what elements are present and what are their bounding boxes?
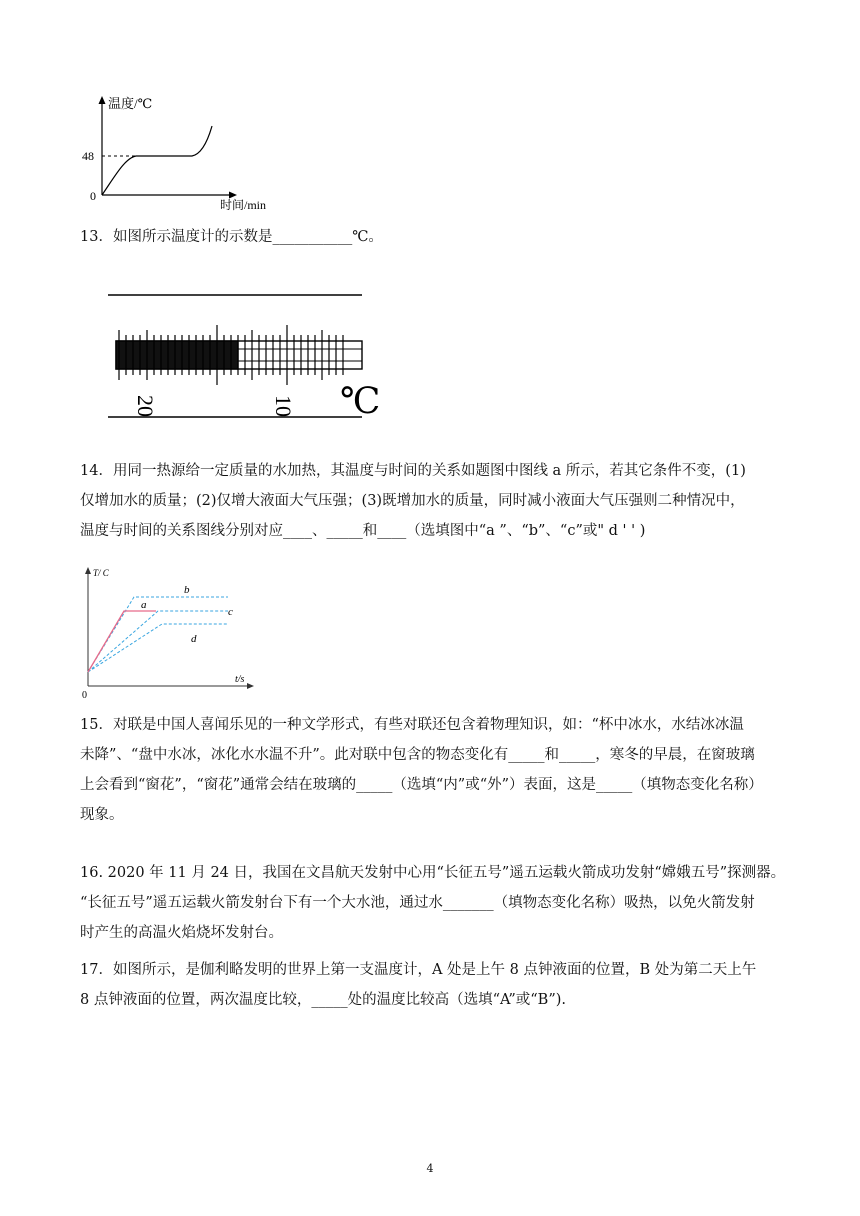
thermometer-unit: ℃ bbox=[340, 381, 381, 421]
curve-label-d: d bbox=[191, 633, 197, 645]
thermometer-figure bbox=[100, 285, 390, 435]
graph-y-label: T/ C bbox=[93, 568, 109, 578]
graph-x-label: t/s bbox=[235, 674, 245, 685]
fig12-y-tick: 48 bbox=[82, 149, 94, 163]
curve-label-b: b bbox=[184, 584, 190, 596]
fig12-y-label: 温度/℃ bbox=[108, 96, 153, 111]
heating-curves-figure bbox=[78, 562, 258, 702]
page-number: 4 bbox=[426, 1162, 434, 1175]
graph-origin: 0 bbox=[82, 690, 87, 701]
question-14-line-1: 14．用同一热源给一定质量的水加热，其温度与时间的关系如题图中图线 a 所示，若其它条件不变，(1) bbox=[80, 463, 746, 479]
question-16 bbox=[80, 858, 786, 948]
question-16-line-1: 16. 2020 年 11 月 24 日，我国在文昌航天发射中心用“长征五号”遥五运载火箭成功发射“嫦娥五号”探测器。 bbox=[80, 865, 786, 881]
question-15-line-3: 上会看到“窗花”，“窗花”通常会结在玻璃的_____（选填“内”或“外”）表面，这是_____（填物态变化名称） bbox=[80, 777, 763, 793]
curve-label-a: a bbox=[141, 599, 147, 611]
thermometer-label-20: 20 bbox=[133, 395, 158, 417]
fig12-origin: 0 bbox=[90, 189, 96, 203]
question-14-line-3: 温度与时间的关系图线分别对应____、_____和____（选填图中“a ”、“b”、“c”或" d ' ' ) bbox=[80, 523, 646, 539]
question-13 bbox=[80, 222, 780, 252]
question-16-line-2: “长征五号”遥五运载火箭发射台下有一个大水池，通过水_______（填物态变化名称）吸热，以免火箭发射 bbox=[80, 895, 755, 911]
question-15-line-2: 未降”、“盘中水冰，冰化水水温不升”。此对联中包含的物态变化有_____和_____，寒冬的早晨，在窗玻璃 bbox=[80, 747, 755, 763]
question-17-line-1: 17．如图所示，是伽利略发明的世界上第一支温度计，A 处是上午 8 点钟液面的位置，B 处为第二天上午 bbox=[80, 962, 757, 978]
question-17 bbox=[80, 955, 780, 1015]
question-14-line-2: 仅增加水的质量；(2)仅增大液面大气压强；(3)既增加水的质量，同时减小液面大气压强则二种情况中， bbox=[80, 493, 745, 509]
question-15 bbox=[80, 710, 780, 830]
fig12-x-label: 时间/min bbox=[220, 198, 267, 212]
question-17-line-2: 8 点钟液面的位置，两次温度比较，_____处的温度比较高（选填“A”或“B”). bbox=[80, 992, 566, 1008]
question-15-line-1: 15．对联是中国人喜闻乐见的一种文学形式，有些对联还包含着物理知识，如：“杯中冰水，水结冰冰温 bbox=[80, 717, 744, 733]
curve-label-c: c bbox=[228, 606, 233, 618]
thermometer-label-10: 10 bbox=[271, 395, 296, 417]
melting-curve-figure bbox=[80, 90, 300, 215]
question-16-line-3: 时产生的高温火焰烧坏发射台。 bbox=[80, 925, 283, 941]
question-14 bbox=[80, 456, 780, 546]
question-13-text: 13．如图所示温度计的示数是___________℃。 bbox=[80, 229, 383, 245]
question-15-line-4: 现象。 bbox=[80, 807, 124, 823]
